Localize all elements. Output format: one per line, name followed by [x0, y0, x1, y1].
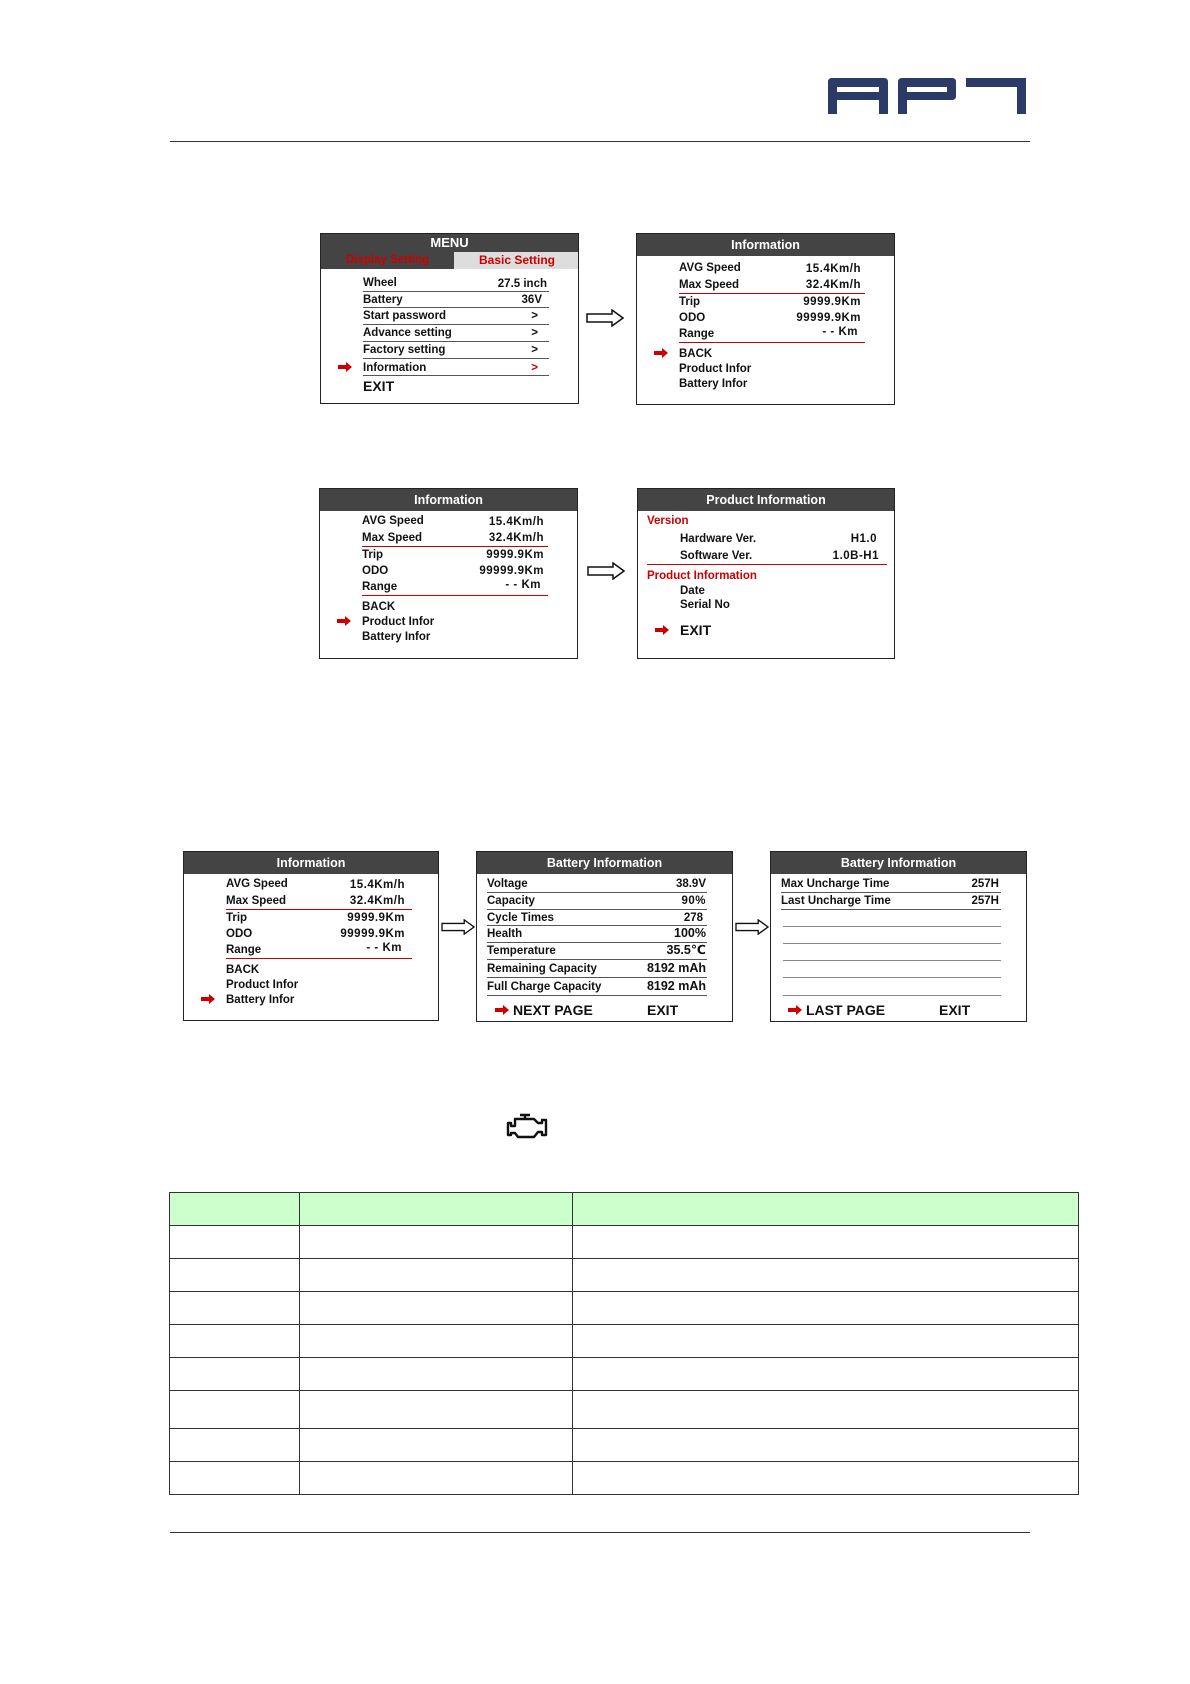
table-cell [170, 1391, 300, 1429]
next-page-button[interactable]: NEXT PAGE [513, 1002, 593, 1018]
battery2-exit-button[interactable]: EXIT [939, 1002, 971, 1018]
stat-max-speed-value: 32.4Km/h [349, 895, 405, 907]
hardware-ver-label: Hardware Ver. [680, 533, 757, 545]
tab-display-setting[interactable]: Display Setting [321, 252, 454, 269]
option-product-infor[interactable]: Product Infor [226, 979, 299, 991]
battery-health-label: Health [487, 928, 523, 940]
option-back[interactable]: BACK [226, 964, 260, 976]
table-cell [170, 1462, 300, 1495]
option-back[interactable]: BACK [362, 601, 396, 613]
battery-remaining-capacity-value: 8192 mAh [646, 961, 706, 975]
battery-title: Battery Information [477, 852, 732, 874]
product-title: Product Information [638, 489, 894, 511]
battery-capacity-value: 90% [681, 895, 706, 907]
stat-range: Range [362, 581, 398, 593]
table-cell [170, 1193, 300, 1226]
menu-item-battery[interactable]: Battery [363, 294, 403, 306]
battery-remaining-capacity-label: Remaining Capacity [487, 963, 597, 975]
menu-value-wheel: 27.5 inch [497, 278, 547, 290]
hardware-ver-value: H1.0 [850, 533, 877, 545]
table-row [170, 1358, 1079, 1391]
divider [362, 595, 548, 596]
divider [226, 958, 412, 959]
max-uncharge-time-value: 257H [971, 878, 999, 890]
stat-range-value: - - Km [366, 942, 402, 954]
stat-trip-value: 9999.9Km [347, 912, 405, 924]
battery-cycle-times-value: 278 [683, 912, 703, 924]
red-arrow-icon [654, 348, 668, 358]
footer-rule [170, 1532, 1030, 1533]
divider [363, 341, 549, 342]
table-row [170, 1259, 1079, 1292]
stat-max-speed-value: 32.4Km/h [488, 532, 544, 544]
version-heading: Version [647, 515, 689, 527]
red-arrow-icon [337, 616, 351, 626]
table-cell [300, 1429, 573, 1462]
battery-temperature-value: 35.5℃ [666, 943, 706, 957]
stat-trip: Trip [679, 296, 701, 308]
battery-full-charge-capacity-label: Full Charge Capacity [487, 981, 602, 993]
header-rule [170, 141, 1030, 142]
divider [363, 291, 549, 292]
hollow-arrow-icon [586, 309, 624, 327]
last-page-button[interactable]: LAST PAGE [806, 1002, 886, 1018]
stat-odo: ODO [226, 928, 253, 940]
empty-line [783, 960, 1001, 961]
table-cell [300, 1259, 573, 1292]
battery-title: Battery Information [771, 852, 1026, 874]
table-cell [573, 1325, 1079, 1358]
menu-item-advance-setting[interactable]: Advance setting [363, 327, 452, 339]
menu-title: MENU [321, 234, 578, 252]
divider [679, 342, 865, 343]
table-cell [170, 1292, 300, 1325]
red-arrow-icon [495, 1005, 509, 1015]
battery-voltage-label: Voltage [487, 878, 528, 890]
empty-line [783, 977, 1001, 978]
divider [362, 546, 548, 547]
table-cell [573, 1358, 1079, 1391]
table-cell [300, 1193, 573, 1226]
table-row [170, 1325, 1079, 1358]
serial-no-label: Serial No [680, 599, 730, 611]
stat-odo: ODO [362, 565, 389, 577]
table-row [170, 1226, 1079, 1259]
stat-avg-speed: AVG Speed [362, 515, 424, 527]
empty-table [169, 1192, 1079, 1495]
empty-line [783, 943, 1001, 944]
divider [363, 358, 549, 359]
battery-voltage-value: 38.9V [675, 878, 706, 890]
divider [487, 892, 707, 893]
battery-cycle-times-label: Cycle Times [487, 912, 554, 924]
divider [363, 324, 549, 325]
date-label: Date [680, 585, 705, 597]
menu-screen [320, 233, 579, 404]
stat-odo: ODO [679, 312, 706, 324]
divider [647, 564, 887, 565]
table-cell [170, 1358, 300, 1391]
empty-line [783, 926, 1001, 927]
menu-item-wheel[interactable]: Wheel [363, 277, 397, 289]
option-back[interactable]: BACK [679, 348, 713, 360]
table-row [170, 1429, 1079, 1462]
table-cell [573, 1429, 1079, 1462]
stat-max-speed: Max Speed [226, 895, 287, 907]
stat-trip: Trip [226, 912, 248, 924]
info-screen-back [636, 233, 895, 405]
stat-trip: Trip [362, 549, 384, 561]
stat-avg-speed-value: 15.4Km/h [805, 263, 861, 275]
table-cell [573, 1226, 1079, 1259]
apt-logo [828, 78, 1026, 114]
red-arrow-icon [788, 1005, 802, 1015]
last-uncharge-time-label: Last Uncharge Time [781, 895, 891, 907]
option-battery-infor[interactable]: Battery Infor [362, 631, 431, 643]
table-header-row [170, 1193, 1079, 1226]
software-ver-value: 1.0B-H1 [832, 550, 879, 562]
menu-value-information: > [531, 362, 538, 374]
battery-info-screen-1 [476, 851, 733, 1022]
stat-range-value: - - Km [505, 579, 541, 591]
menu-value-battery: 36V [521, 294, 542, 306]
table-cell [300, 1325, 573, 1358]
table-cell [170, 1325, 300, 1358]
divider [363, 307, 549, 308]
divider [487, 977, 707, 978]
hollow-arrow-icon [587, 562, 625, 580]
red-arrow-icon [338, 362, 352, 372]
stat-odo-value: 99999.9Km [796, 312, 861, 324]
table-cell [300, 1391, 573, 1429]
battery-full-charge-capacity-value: 8192 mAh [646, 979, 706, 993]
info-title: Information [320, 489, 577, 511]
table-cell [170, 1226, 300, 1259]
divider [487, 909, 707, 910]
menu-item-factory-setting[interactable]: Factory setting [363, 344, 446, 356]
battery-temperature-label: Temperature [487, 945, 556, 957]
info-screen-product [319, 488, 578, 659]
table-row [170, 1462, 1079, 1495]
stat-odo-value: 99999.9Km [340, 928, 405, 940]
stat-odo-value: 99999.9Km [479, 565, 544, 577]
menu-item-start-password[interactable]: Start password [363, 310, 447, 322]
stat-max-speed: Max Speed [679, 279, 740, 291]
battery-exit-button[interactable]: EXIT [647, 1002, 679, 1018]
stat-trip-value: 9999.9Km [803, 296, 861, 308]
stat-avg-speed-value: 15.4Km/h [488, 516, 544, 528]
menu-value-factory-setting: > [531, 344, 538, 356]
battery-capacity-label: Capacity [487, 895, 535, 907]
menu-value-start-password: > [531, 310, 538, 322]
product-exit[interactable]: EXIT [680, 622, 712, 638]
menu-value-advance-setting: > [531, 327, 538, 339]
battery-health-value: 100% [674, 926, 706, 940]
software-ver-label: Software Ver. [680, 550, 753, 562]
table-cell [300, 1358, 573, 1391]
table-row [170, 1292, 1079, 1325]
max-uncharge-time-label: Max Uncharge Time [781, 878, 890, 890]
hollow-arrow-icon [735, 919, 769, 935]
info-title: Information [637, 234, 894, 256]
info-title: Information [184, 852, 438, 874]
option-product-infor[interactable]: Product Infor [679, 363, 752, 375]
red-arrow-icon [201, 994, 215, 1004]
option-battery-infor[interactable]: Battery Infor [226, 994, 295, 1006]
product-information-screen [637, 488, 895, 659]
last-uncharge-time-value: 257H [971, 895, 999, 907]
stat-range: Range [226, 944, 262, 956]
empty-line [783, 995, 1001, 996]
stat-avg-speed-value: 15.4Km/h [349, 879, 405, 891]
stat-range: Range [679, 328, 715, 340]
stat-range-value: - - Km [822, 326, 858, 338]
divider [487, 995, 707, 996]
info-screen-battery [183, 851, 439, 1021]
divider [226, 909, 412, 910]
menu-exit[interactable]: EXIT [363, 378, 395, 394]
red-arrow-icon [655, 625, 669, 635]
menu-item-information[interactable]: Information [363, 362, 427, 374]
table-cell [573, 1391, 1079, 1429]
stat-max-speed-value: 32.4Km/h [805, 279, 861, 291]
table-cell [170, 1259, 300, 1292]
table-cell [573, 1462, 1079, 1495]
stat-avg-speed: AVG Speed [679, 262, 741, 274]
product-info-heading: Product Information [647, 570, 757, 582]
battery-info-screen-2 [770, 851, 1027, 1022]
divider [781, 909, 1001, 910]
tab-basic-setting[interactable]: Basic Setting [454, 252, 579, 269]
divider [781, 892, 1001, 893]
table-cell [300, 1462, 573, 1495]
stat-max-speed: Max Speed [362, 532, 423, 544]
engine-icon [506, 1111, 548, 1143]
stat-avg-speed: AVG Speed [226, 878, 288, 890]
table-cell [573, 1259, 1079, 1292]
table-cell [573, 1292, 1079, 1325]
hollow-arrow-icon [441, 919, 475, 935]
option-product-infor[interactable]: Product Infor [362, 616, 435, 628]
table-cell [573, 1193, 1079, 1226]
table-cell [170, 1429, 300, 1462]
table-row [170, 1391, 1079, 1429]
divider [679, 293, 865, 294]
table-cell [300, 1292, 573, 1325]
divider [487, 959, 707, 960]
option-battery-infor[interactable]: Battery Infor [679, 378, 748, 390]
stat-trip-value: 9999.9Km [486, 549, 544, 561]
table-cell [300, 1226, 573, 1259]
divider [363, 375, 549, 376]
